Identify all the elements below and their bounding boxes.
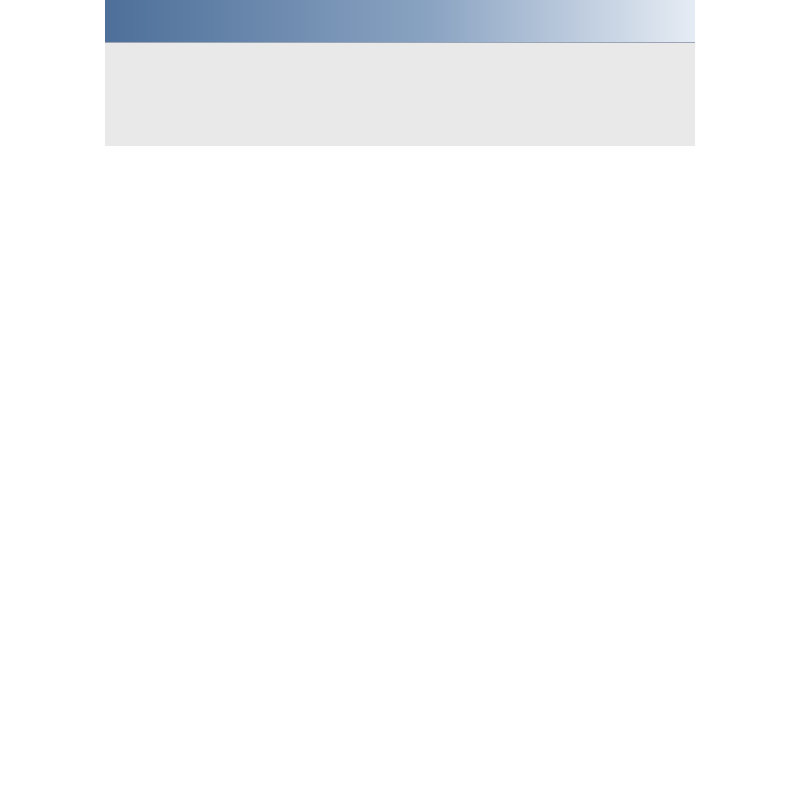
header-color-bar: [105, 0, 695, 42]
title-band: [105, 42, 695, 146]
book-page: [105, 0, 695, 800]
